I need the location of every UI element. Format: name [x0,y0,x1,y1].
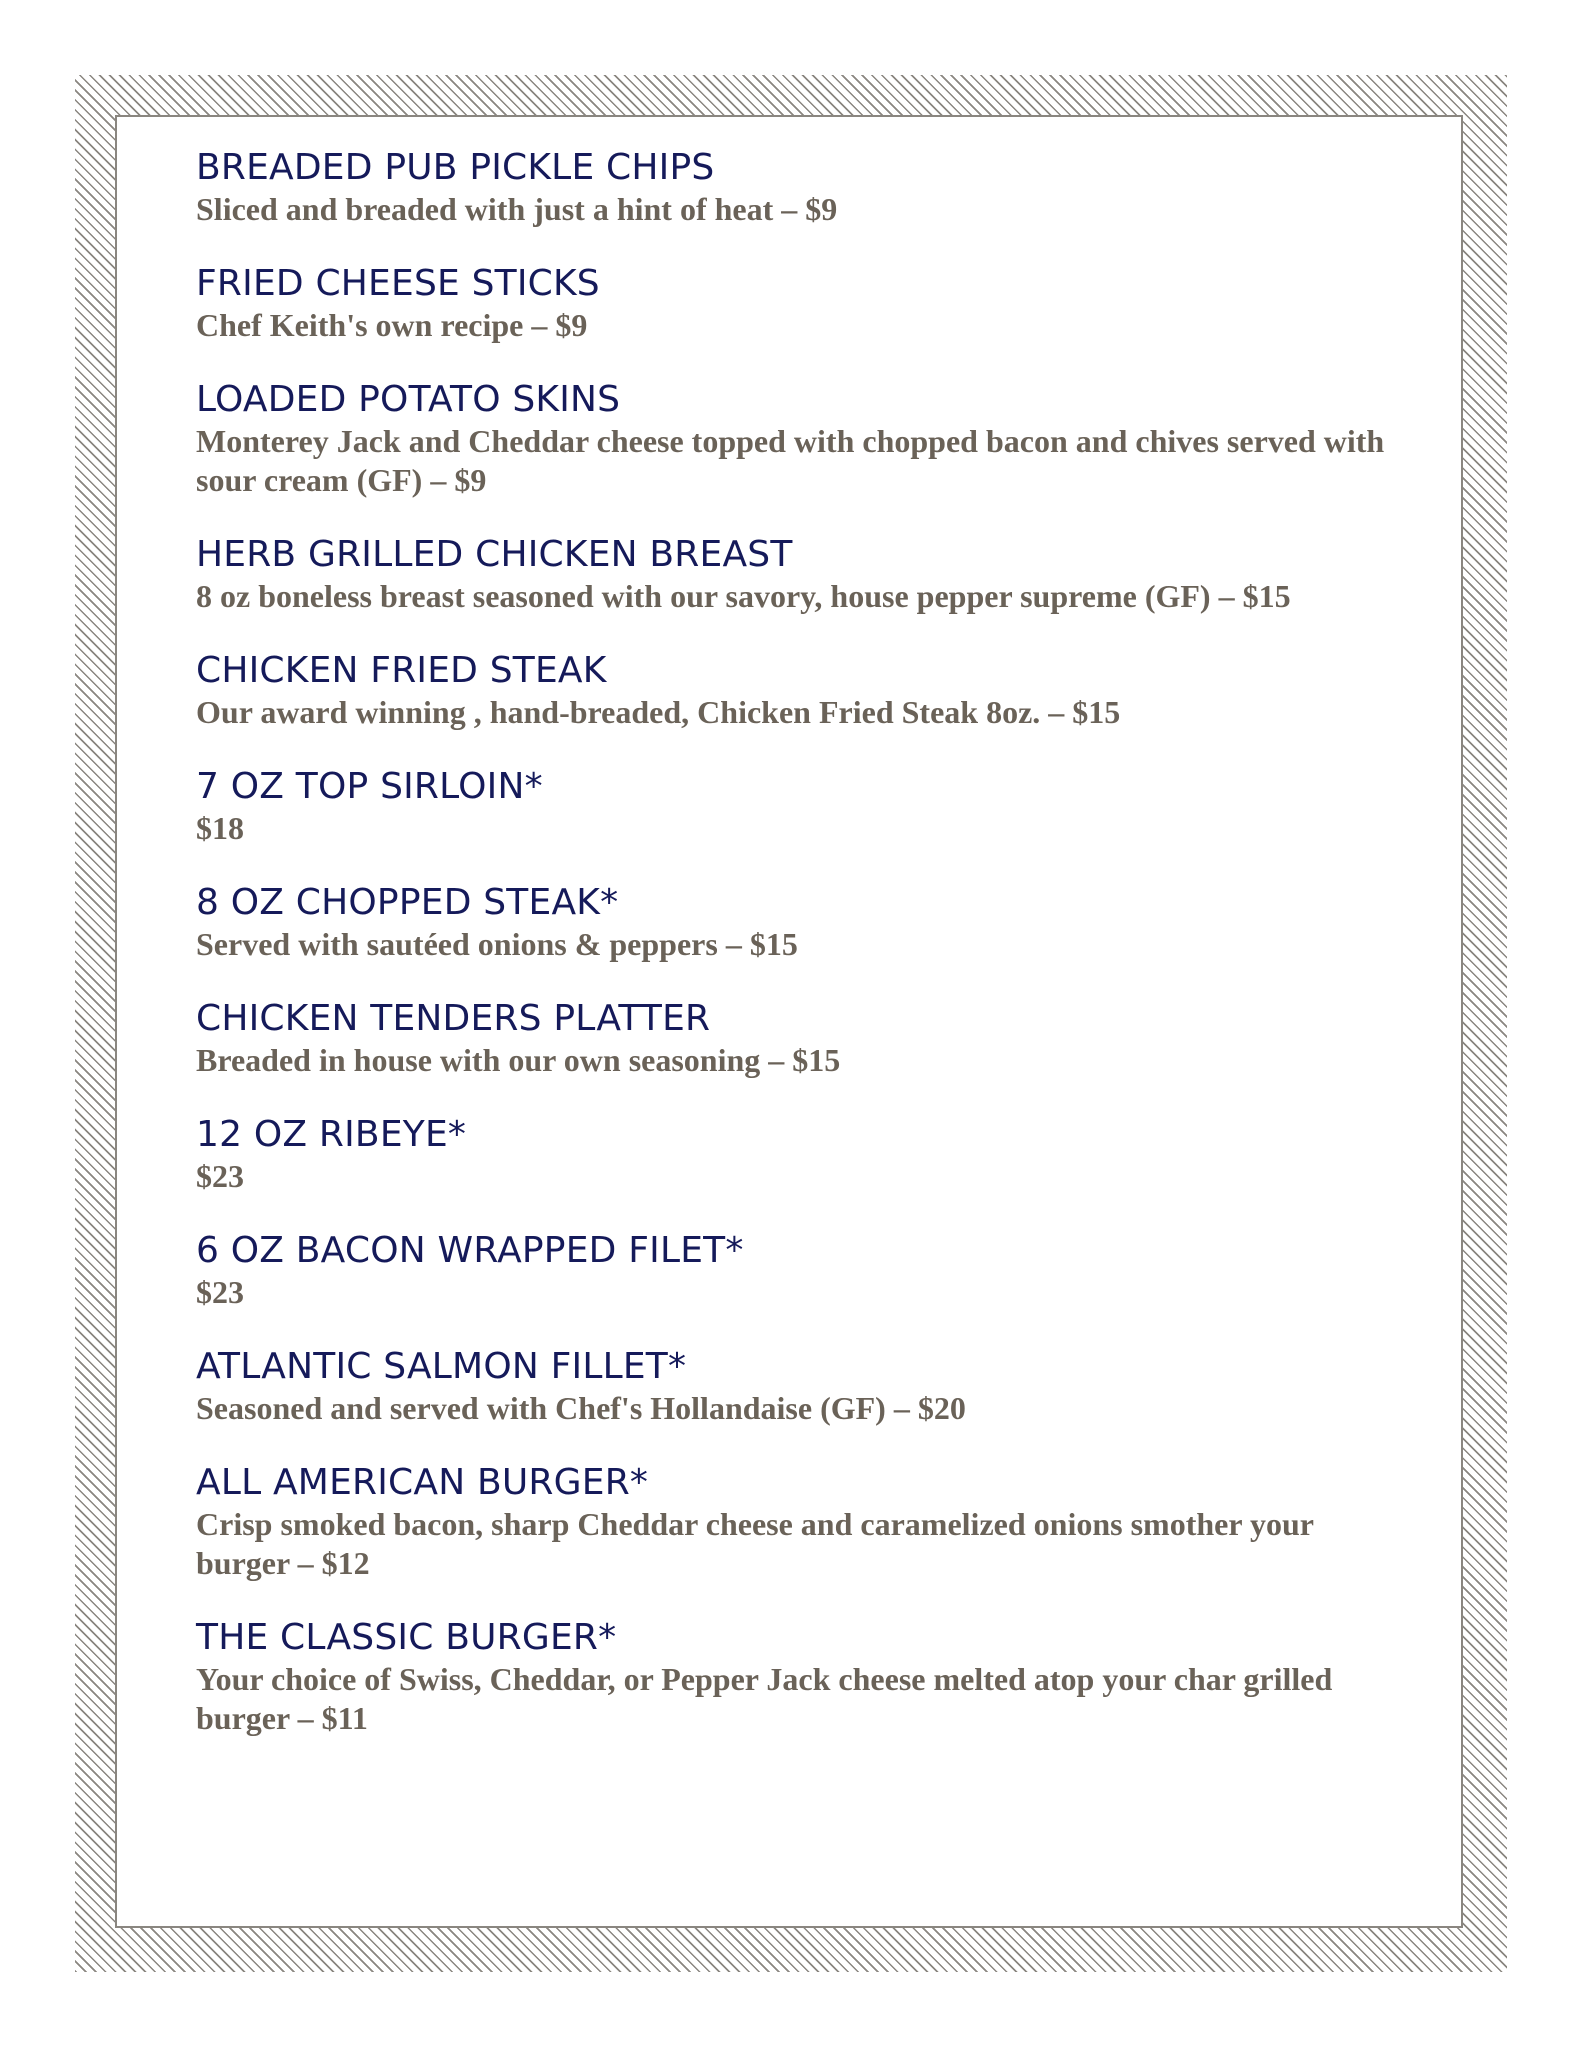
menu-item-description: $23 [196,1274,244,1310]
menu-item-name: 6 OZ BACON WRAPPED FILET* [196,1230,744,1271]
menu-item-name: 12 OZ RIBEYE* [196,1114,467,1155]
menu-item-description: Served with sautéed onions & peppers – $15 [196,926,798,962]
menu-item-name: ALL AMERICAN BURGER* [196,1462,649,1503]
menu-item [196,533,1396,616]
menu-item-description: Your choice of Swiss, Cheddar, or Pepper Jack cheese melted atop your char grilled burger – $11 [196,1661,1333,1736]
menu-list [196,146,1396,1771]
menu-item-name: ATLANTIC SALMON FILLET* [196,1346,687,1387]
menu-item-name: THE CLASSIC BURGER* [196,1617,617,1658]
menu-item-description: 8 oz boneless breast seasoned with our savory, house pepper supreme (GF) – $15 [196,578,1291,614]
menu-item [196,997,1396,1080]
menu-item [196,881,1396,964]
menu-item-name: CHICKEN FRIED STEAK [196,650,607,691]
menu-item [196,1229,1396,1312]
menu-item-description: Chef Keith's own recipe – $9 [196,307,588,343]
menu-item-name: CHICKEN TENDERS PLATTER [196,998,711,1039]
menu-item [196,1113,1396,1196]
menu-item-description: Seasoned and served with Chef's Hollandaise (GF) – $20 [196,1390,966,1426]
menu-item-name: LOADED POTATO SKINS [196,379,621,420]
menu-item-name: 7 OZ TOP SIRLOIN* [196,766,543,807]
menu-item-description: Monterey Jack and Cheddar cheese topped with chopped bacon and chives served with sour cream (GF) – $9 [196,423,1385,498]
menu-item-description: $23 [196,1158,244,1194]
menu-item-name: 8 OZ CHOPPED STEAK* [196,882,619,923]
menu-item [196,1616,1396,1738]
menu-item [196,146,1396,229]
menu-item-name: HERB GRILLED CHICKEN BREAST [196,534,793,575]
menu-item [196,649,1396,732]
menu-item-name: BREADED PUB PICKLE CHIPS [196,147,715,188]
menu-item-name: FRIED CHEESE STICKS [196,263,600,304]
menu-item [196,262,1396,345]
menu-item-description: $18 [196,810,244,846]
menu-item [196,1345,1396,1428]
menu-item [196,1461,1396,1583]
menu-item-description: Breaded in house with our own seasoning – $15 [196,1042,841,1078]
menu-item-description: Our award winning , hand-breaded, Chicken Fried Steak 8oz. – $15 [196,694,1121,730]
menu-item [196,378,1396,500]
menu-item-description: Crisp smoked bacon, sharp Cheddar cheese and caramelized onions smother your burger – $12 [196,1506,1314,1581]
menu-item [196,765,1396,848]
menu-item-description: Sliced and breaded with just a hint of heat – $9 [196,191,838,227]
